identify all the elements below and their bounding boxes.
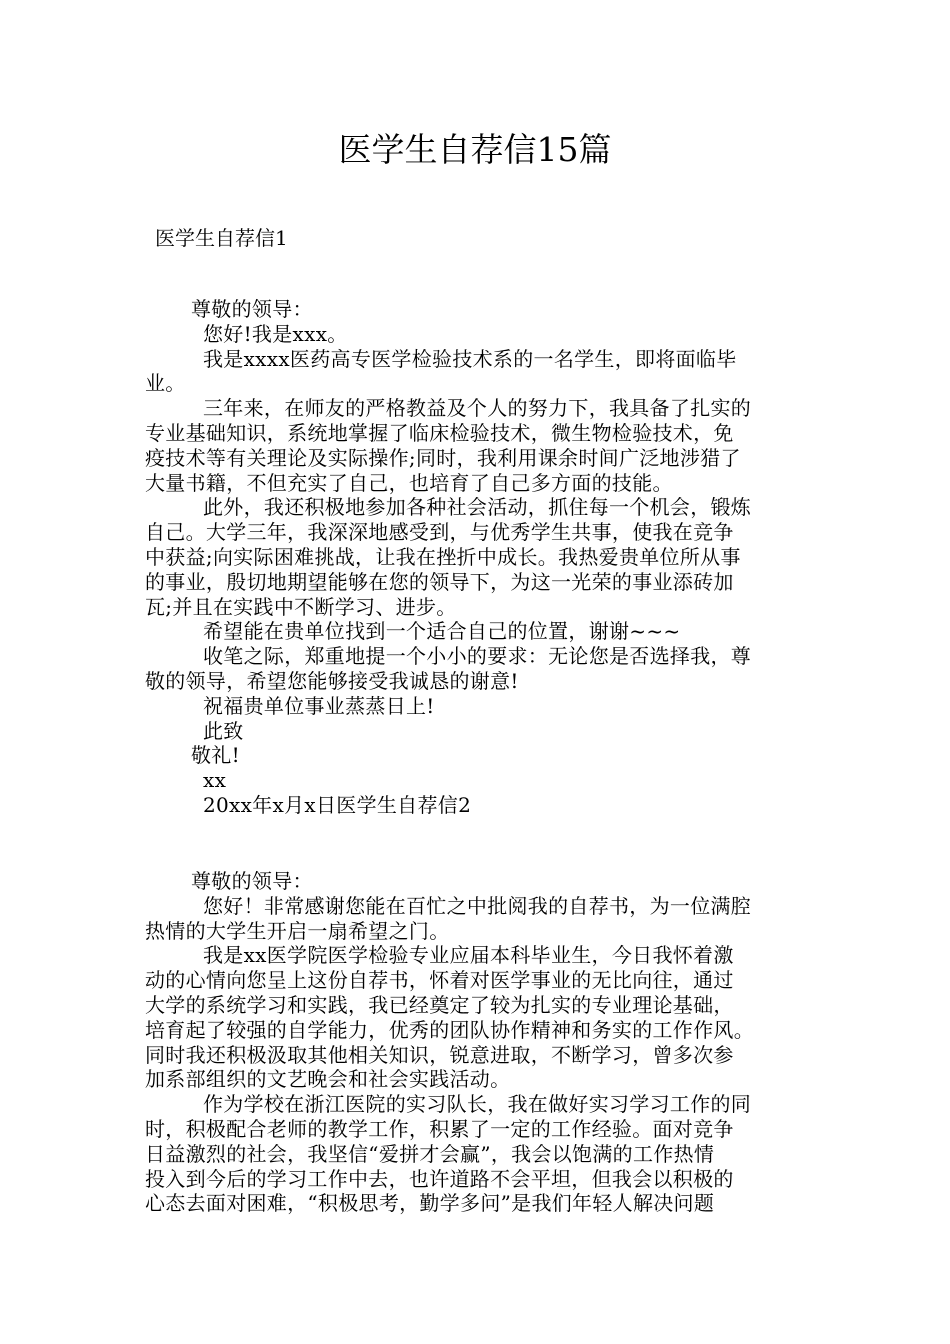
paragraph-line: 时，积极配合老师的教学工作，积累了一定的工作经验。面对竞争 [145, 1116, 734, 1141]
letter-2-body [145, 869, 810, 1216]
paragraph-line: 瓦;并且在实践中不断学习、进步。 [145, 594, 457, 619]
closing-cizhi: 此致 [203, 718, 244, 743]
paragraph-line: 大学的系统学习和实践，我已经奠定了较为扎实的专业理论基础， [145, 992, 734, 1017]
paragraph-line: 加系部组织的文艺晚会和社会实践活动。 [145, 1067, 511, 1092]
paragraph-line: 我是xx医学院医学检验专业应届本科毕业生，今日我怀着激 [203, 943, 734, 968]
paragraph-line: 中获益;向实际困难挑战，让我在挫折中成长。我热爱贵单位所从事 [145, 544, 741, 569]
paragraph-line: 动的心情向您呈上这份自荐书，怀着对医学事业的无比向往，通过 [145, 968, 734, 993]
page-title: 医学生自荐信15篇 [338, 130, 612, 169]
paragraph-line: 此外，我还积极地参加各种社会活动，抓住每一个机会，锻炼 [203, 495, 752, 520]
paragraph-line: 大量书籍，不但充实了自己，也培育了自己多方面的技能。 [145, 470, 673, 495]
paragraph-line: 您好！非常感谢您能在百忙之中批阅我的自荐书，为一位满腔 [203, 893, 752, 918]
paragraph-line: 专业基础知识，系统地掌握了临床检验技术，微生物检验技术，免 [145, 420, 734, 445]
letter-1-body [145, 297, 810, 818]
salutation: 尊敬的领导： [191, 297, 313, 321]
paragraph-line: 投入到今后的学习工作中去，也许道路不会平坦，但我会以积极的 [145, 1166, 734, 1191]
paragraph-line: 热情的大学生开启一扇希望之门。 [145, 918, 450, 943]
paragraph-line: 希望能在贵单位找到一个适合自己的位置，谢谢~~~ [203, 619, 681, 644]
paragraph-line: 的事业，殷切地期望能够在您的领导下，为这一光荣的事业添砖加 [145, 569, 734, 594]
closing-wish: 祝福贵单位事业蒸蒸日上! [203, 693, 435, 718]
paragraph-line: 心态去面对困难，“积极思考，勤学多问”是我们年轻人解决问题 [145, 1191, 715, 1216]
paragraph-line: 自己。大学三年，我深深地感受到，与优秀学生共事，使我在竞争 [145, 520, 734, 545]
closing-jingli: 敬礼! [191, 743, 240, 768]
paragraph-line: 同时我还积极汲取其他相关知识，锐意进取，不断学习，曾多次参 [145, 1042, 734, 1067]
salutation: 尊敬的领导： [191, 869, 313, 893]
section-heading: 医学生自荐信1 [155, 226, 288, 250]
paragraph-line: 作为学校在浙江医院的实习队长，我在做好实习学习工作的同 [203, 1092, 752, 1117]
signature-date: 20xx年x月x日医学生自荐信2 [203, 792, 472, 817]
paragraph-line: 业。 [145, 371, 186, 396]
paragraph-line: 我是xxxx医药高专医学检验技术系的一名学生，即将面临毕 [203, 346, 737, 371]
paragraph-line: 疫技术等有关理论及实际操作;同时，我利用课余时间广泛地涉猎了 [145, 445, 741, 470]
paragraph-line: 敬的领导，希望您能够接受我诚恳的谢意! [145, 668, 519, 693]
greeting-line: 您好!我是xxx。 [203, 321, 348, 346]
paragraph-line: 三年来，在师友的严格教益及个人的努力下，我具备了扎实的 [203, 396, 752, 421]
paragraph-line: 日益激烈的社会，我坚信“爱拼才会赢”，我会以饱满的工作热情 [145, 1141, 715, 1166]
signature-name: xx [203, 768, 227, 793]
paragraph-line: 收笔之际，郑重地提一个小小的要求：无论您是否选择我，尊 [203, 644, 752, 669]
paragraph-line: 培育起了较强的自学能力，优秀的团队协作精神和务实的工作作风。 [145, 1017, 754, 1042]
